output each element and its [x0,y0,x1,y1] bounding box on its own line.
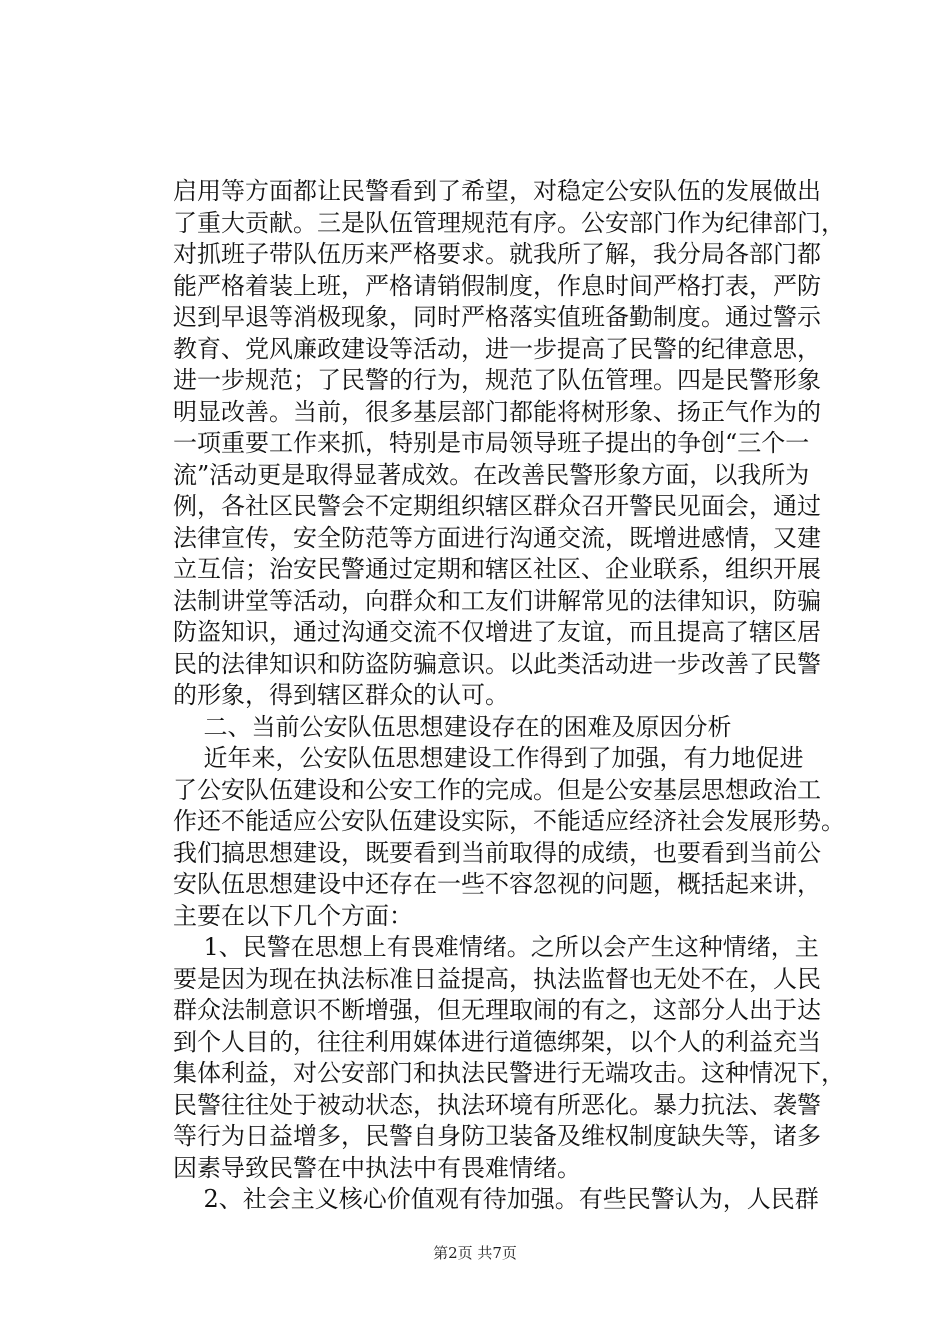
text-line: 能严格着装上班，严格请销假制度，作息时间严格打表，严防 [173,271,821,300]
text-line: 群众法制意识不断增强，但无理取闹的有之，这部分人出于达 [173,996,821,1024]
text-line: 的形象，得到辖区群众的认可。 [173,681,509,709]
text-line: 我们搞思想建设，既要看到当前取得的成绩，也要看到当前公 [173,838,821,867]
text-line: 明显改善。当前，很多基层部门都能将树形象、扬正气作为的 [173,397,821,426]
text-line: 近年来，公安队伍思想建设工作得到了加强，有力地促进 [173,744,804,772]
text-line: 二、当前公安队伍思想建设存在的困难及原因分析 [173,712,732,741]
text-line: 启用等方面都让民警看到了希望，对稳定公安队伍的发展做出 [173,177,821,205]
text-line: 法律宣传，安全防范等方面进行沟通交流，既增进感情，又建 [173,523,821,552]
text-line: 防盗知识，通过沟通交流不仅增进了友谊，而且提高了辖区居 [173,618,821,646]
text-line: 民的法律知识和防盗防骗意识。以此类活动进一步改善了民警 [173,649,821,678]
text-line: 到个人目的，往往利用媒体进行道德绑架，以个人的利益充当 [173,1027,821,1056]
text-line: 主要在以下几个方面： [173,901,413,930]
text-line: 1、民警在思想上有畏难情绪。之所以会产生这种情绪，主 [173,933,819,961]
text-line: 了公安队伍建设和公安工作的完成。但是公安基层思想政治工 [173,775,821,804]
text-line: 立互信；治安民警通过定期和辖区社区、企业联系，组织开展 [173,555,821,583]
page-footer: 第2页 共7页 [433,1244,517,1262]
text-line: 例，各社区民警会不定期组织辖区群众召开警民见面会，通过 [173,492,821,520]
text-line: 进一步规范；了民警的行为，规范了队伍管理。四是民警形象 [173,366,821,394]
text-line: 一项重要工作来抓，特别是市局领导班子提出的争创“三个一 [173,429,810,457]
text-line: 迟到早退等消极现象，同时严格落实值班备勤制度。通过警示 [173,303,821,331]
text-line: 等行为日益增多，民警自身防卫装备及维权制度缺失等，诸多 [173,1122,821,1150]
text-line: 民警往往处于被动状态，执法环境有所恶化。暴力抗法、袭警 [173,1090,821,1119]
text-line: 集体利益，对公安部门和执法民警进行无端攻击。这种情况下， [173,1059,845,1087]
text-line: 作还不能适应公安队伍建设实际，不能适应经济社会发展形势。 [173,807,845,835]
text-line: 安队伍思想建设中还存在一些不容忽视的问题，概括起来讲， [173,870,821,898]
text-line: 法制讲堂等活动，向群众和工友们讲解常见的法律知识，防骗 [173,586,821,615]
text-line: 流”活动更是取得显著成效。在改善民警形象方面，以我所为 [173,460,810,489]
text-line: 了重大贡献。三是队伍管理规范有序。公安部门作为纪律部门， [173,208,845,237]
text-line: 要是因为现在执法标准日益提高，执法监督也无处不在，人民 [173,964,821,993]
body-text [173,176,853,1216]
text-line: 2、社会主义核心价值观有待加强。有些民警认为，人民群 [173,1185,819,1213]
text-line: 教育、党风廉政建设等活动，进一步提高了民警的纪律意思， [173,334,821,363]
text-line: 对抓班子带队伍历来严格要求。就我所了解，我分局各部门都 [173,240,821,268]
text-line: 因素导致民警在中执法中有畏难情绪。 [173,1153,581,1182]
